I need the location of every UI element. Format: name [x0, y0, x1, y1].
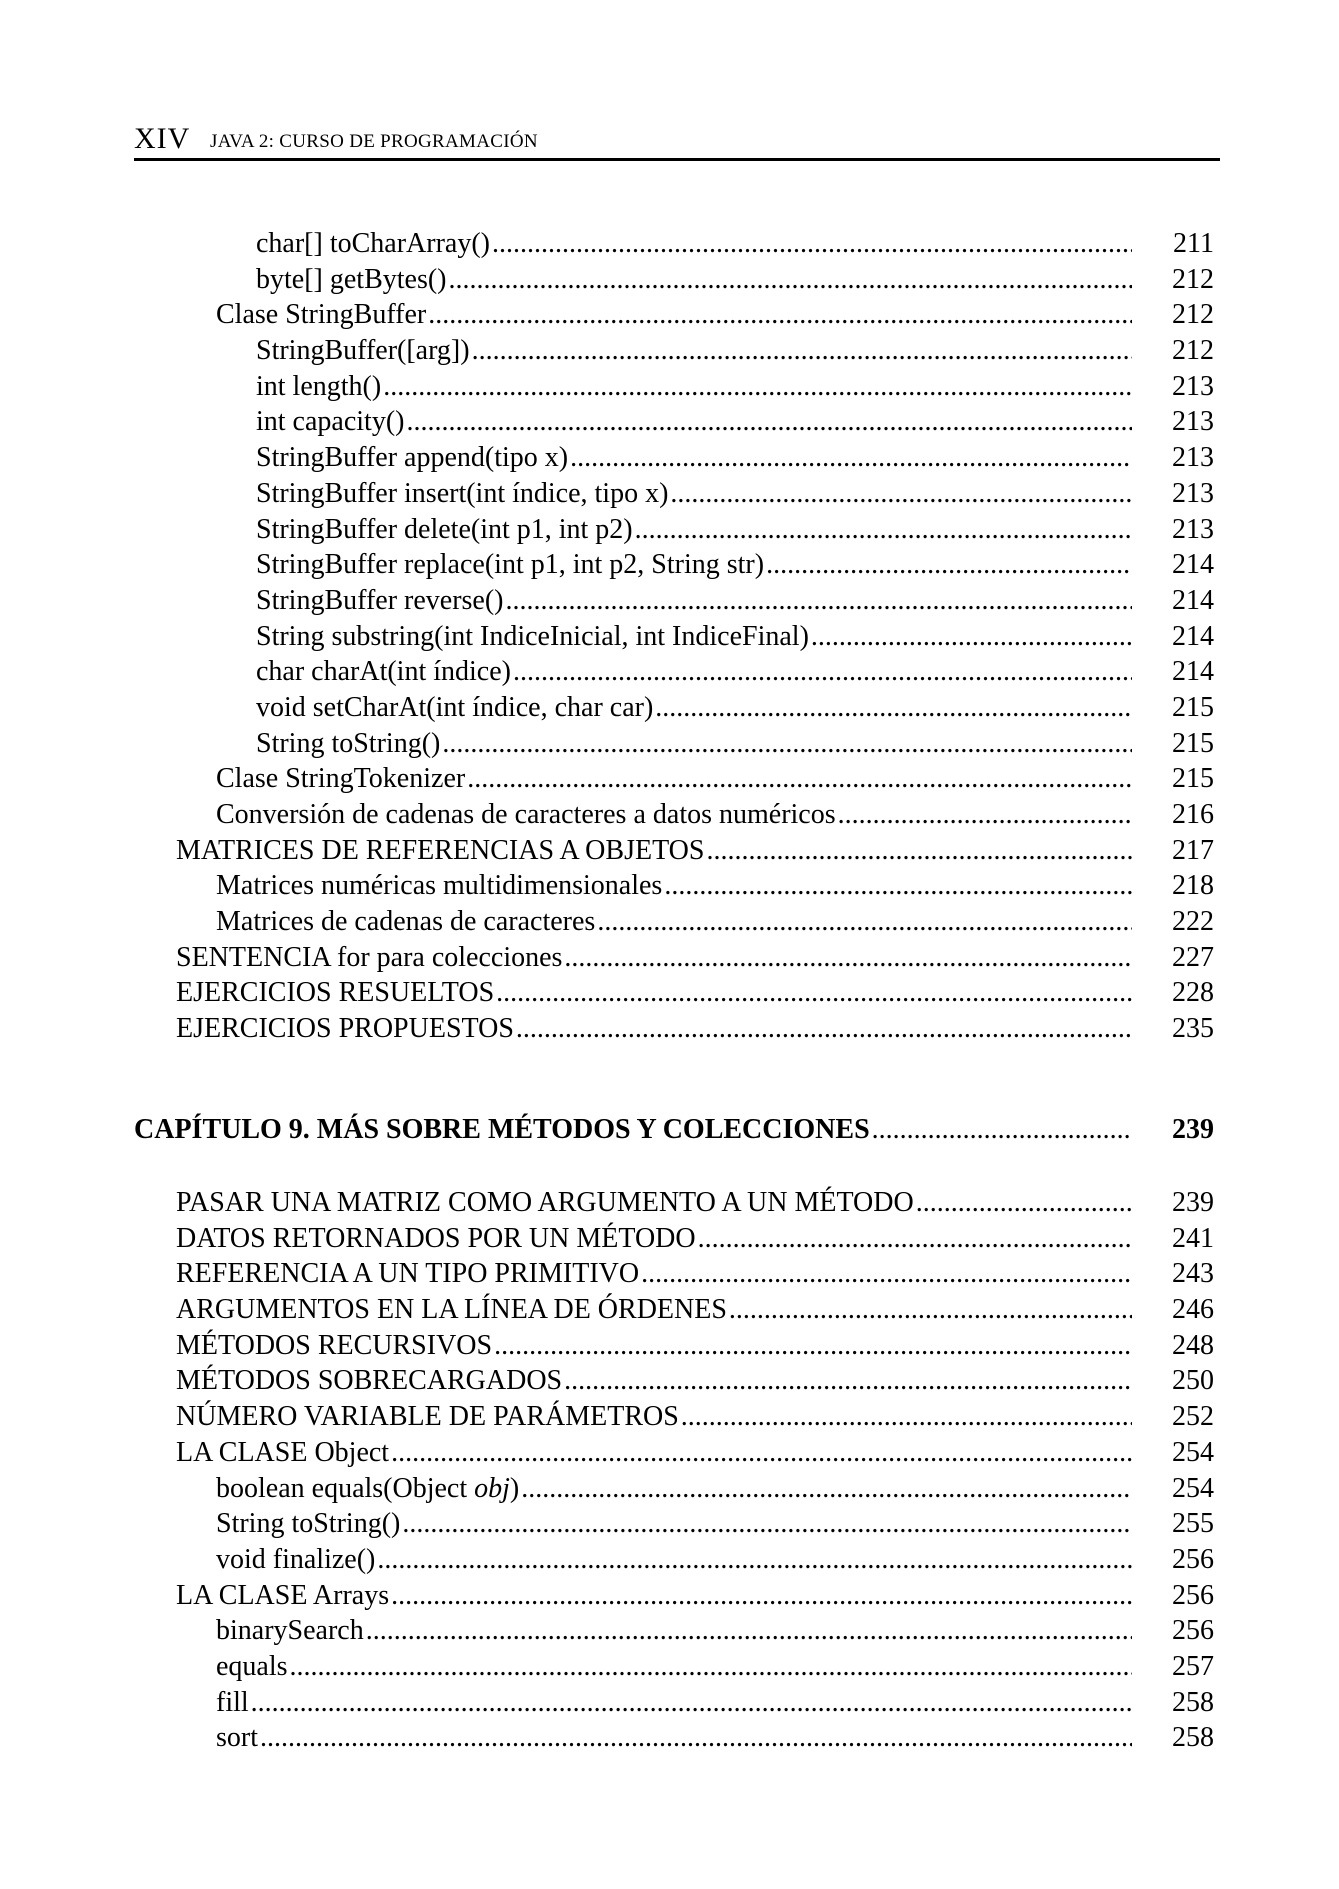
toc-entry[interactable] — [134, 583, 1214, 619]
toc-entry[interactable] — [134, 1471, 1214, 1507]
toc-entry[interactable] — [134, 404, 1214, 440]
toc-entry-label — [256, 619, 809, 655]
toc-entry[interactable] — [134, 1649, 1214, 1685]
toc-entry[interactable] — [134, 904, 1214, 940]
toc-entry-label-text: NÚMERO VARIABLE DE PARÁMETROS — [176, 1401, 679, 1433]
leader-dots — [729, 1292, 1132, 1328]
toc-entry[interactable] — [134, 333, 1214, 369]
toc-entry-label-text: sort — [216, 1722, 258, 1754]
toc-entry[interactable] — [134, 1613, 1214, 1649]
toc-entry[interactable] — [134, 1399, 1214, 1435]
toc-entry-label — [216, 1613, 364, 1649]
toc-entry-label — [216, 761, 465, 797]
toc-entry-label — [216, 797, 836, 833]
toc-entry-page: 246 — [1172, 1294, 1214, 1326]
toc-entry-label-text: StringBuffer delete(int p1, int p2) — [256, 513, 633, 545]
leader-dots — [428, 297, 1132, 333]
toc-entry-page: 222 — [1172, 906, 1214, 938]
toc-entry-label-text: MATRICES DE REFERENCIAS A OBJETOS — [176, 834, 705, 866]
toc-entry-label — [216, 868, 662, 904]
leader-dots — [251, 1685, 1132, 1721]
toc-entry-page: 212 — [1172, 299, 1214, 331]
leader-dots — [698, 1221, 1132, 1257]
toc-entry-page: 258 — [1172, 1686, 1214, 1718]
toc-entry[interactable] — [134, 1685, 1214, 1721]
leader-dots — [383, 369, 1132, 405]
toc-entry[interactable] — [134, 1328, 1214, 1364]
toc-entry-page: 218 — [1172, 870, 1214, 902]
toc-entry-label — [256, 440, 568, 476]
leader-dots — [467, 761, 1132, 797]
toc-entry-page: 227 — [1172, 941, 1214, 973]
toc-entry[interactable] — [134, 512, 1214, 548]
toc-entry[interactable] — [134, 1578, 1214, 1614]
leader-dots — [664, 868, 1132, 904]
leader-dots — [838, 797, 1132, 833]
toc-entry-label-text: int capacity() — [256, 406, 405, 438]
leader-dots — [766, 547, 1132, 583]
toc-entry-label-text: EJERCICIOS PROPUESTOS — [176, 1013, 514, 1045]
toc-entry[interactable] — [134, 369, 1214, 405]
toc-entry-label-text: byte[] getBytes() — [256, 263, 447, 295]
toc-entry-label-text: equals — [216, 1650, 288, 1682]
toc-entry-label — [256, 512, 633, 548]
toc-entry-label-text: char[] toCharArray() — [256, 228, 490, 259]
toc-entry-page: 214 — [1172, 584, 1214, 616]
toc-entry-page: 254 — [1172, 1472, 1214, 1504]
toc-entry[interactable] — [134, 440, 1214, 476]
leader-dots — [391, 1435, 1132, 1471]
toc-entry[interactable] — [134, 797, 1214, 833]
toc-entry-label — [176, 833, 704, 869]
leader-dots — [516, 1011, 1132, 1047]
toc-entry-label-text: Matrices numéricas multidimensionales — [216, 870, 663, 902]
toc-entry-page: 211 — [1173, 228, 1214, 259]
toc-entry-page: 248 — [1172, 1329, 1214, 1361]
toc-entry-page: 213 — [1172, 477, 1214, 509]
leader-dots — [597, 904, 1132, 940]
toc-entry[interactable] — [134, 975, 1214, 1011]
toc-entry-label-text: fill — [216, 1686, 249, 1718]
toc-entry[interactable] — [134, 761, 1214, 797]
toc-entry-label — [176, 1399, 679, 1435]
toc-entry-label-text: StringBuffer replace(int p1, int p2, String str) — [256, 549, 765, 581]
leader-dots — [681, 1399, 1132, 1435]
toc-entry[interactable] — [134, 1720, 1214, 1756]
toc-entry[interactable] — [134, 1506, 1214, 1542]
toc-entry-label — [176, 1435, 389, 1471]
chapter-entry[interactable] — [134, 1112, 1214, 1148]
leader-dots — [655, 690, 1132, 726]
toc-entry-label-text: LA CLASE Object — [176, 1436, 390, 1468]
toc-entry-label — [216, 1542, 375, 1578]
toc-entry-label-text: char charAt(int índice) — [256, 656, 511, 688]
toc-entry-label-text: MÉTODOS SOBRECARGADOS — [176, 1365, 563, 1397]
toc-entry-label — [256, 262, 447, 298]
toc-entry-label-text: Conversión de cadenas de caracteres a datos numéricos — [216, 799, 836, 830]
toc-entry-label-text: StringBuffer reverse() — [256, 584, 504, 616]
toc-entry-page: 255 — [1172, 1508, 1214, 1540]
toc-entry-label-text: SENTENCIA for para colecciones — [176, 941, 563, 973]
toc-entry-label — [176, 1363, 562, 1399]
leader-dots — [377, 1542, 1132, 1578]
leader-dots — [472, 333, 1132, 369]
toc-entry-label — [256, 476, 668, 512]
toc-entry-label — [256, 226, 490, 262]
toc-entry[interactable] — [134, 940, 1214, 976]
toc-entry-page: 243 — [1172, 1258, 1214, 1290]
chapter-title: CAPÍTULO 9. MÁS SOBRE MÉTODOS Y COLECCIONES — [134, 1114, 870, 1145]
leader-dots — [506, 583, 1132, 619]
toc-entry[interactable] — [134, 833, 1214, 869]
toc-entry-page: 228 — [1172, 977, 1214, 1009]
toc-entry-label — [176, 940, 562, 976]
toc-entry-label — [256, 690, 653, 726]
leader-dots — [635, 512, 1132, 548]
toc-entry-page: 214 — [1172, 549, 1214, 581]
toc-entry-label-text: void setCharAt(int índice, char car) — [256, 691, 654, 723]
toc-entry-label-text: Clase StringBuffer — [216, 299, 427, 331]
toc-entry[interactable] — [134, 619, 1214, 655]
leader-dots — [260, 1720, 1132, 1756]
toc-entry[interactable] — [134, 1292, 1214, 1328]
toc-entry[interactable] — [134, 1363, 1214, 1399]
toc-entry-label-text: boolean equals(Object — [216, 1472, 475, 1504]
leader-dots — [494, 1328, 1132, 1364]
toc-entry-label-text: ARGUMENTOS EN LA LÍNEA DE ÓRDENES — [176, 1294, 727, 1326]
toc-entry[interactable] — [134, 1256, 1214, 1292]
toc-entry-label-text: Clase StringTokenizer — [216, 763, 466, 795]
toc-entry-page: 213 — [1172, 406, 1214, 438]
leader-dots — [872, 1112, 1132, 1148]
page-header — [134, 122, 1220, 161]
toc-entry-page: 213 — [1172, 370, 1214, 402]
toc-entry-page: 215 — [1172, 691, 1214, 723]
toc-entry[interactable] — [134, 1185, 1214, 1221]
toc-entry-page: 252 — [1172, 1401, 1214, 1433]
toc-entry[interactable] — [134, 226, 1214, 262]
toc-entry-label — [216, 1506, 400, 1542]
book-title: JAVA 2: CURSO DE PROGRAMACIÓN — [210, 131, 538, 152]
leader-dots — [449, 262, 1133, 298]
leader-dots — [811, 619, 1132, 655]
toc-entry[interactable] — [134, 726, 1214, 762]
toc-entry-label-suffix: ) — [509, 1472, 520, 1504]
chapter-heading — [134, 1112, 1214, 1148]
toc-entry[interactable] — [134, 1542, 1214, 1578]
toc-entry-label — [216, 1649, 288, 1685]
toc-entry-page: 256 — [1172, 1615, 1214, 1647]
toc-entry[interactable] — [134, 868, 1214, 904]
toc-entry-page: 213 — [1172, 442, 1214, 474]
toc-entry-label — [256, 726, 440, 762]
toc-entry-page: 216 — [1172, 799, 1214, 830]
toc-entry-page: 212 — [1172, 335, 1214, 367]
toc-entry-label — [176, 1578, 389, 1614]
leader-dots — [521, 1471, 1132, 1507]
toc-entry-label-text: StringBuffer insert(int índice, tipo x) — [256, 477, 669, 509]
toc-entry-label — [256, 369, 381, 405]
leader-dots — [492, 226, 1132, 262]
toc-entry-label-text: String toString() — [216, 1508, 401, 1540]
leader-dots — [406, 404, 1132, 440]
toc-entry-label-text: int length() — [256, 370, 382, 402]
toc-entry-label — [256, 654, 511, 690]
toc-entry-label — [216, 297, 426, 333]
toc-entry-label-text: EJERCICIOS RESUELTOS — [176, 977, 495, 1009]
toc-entry[interactable] — [134, 690, 1214, 726]
leader-dots — [670, 476, 1132, 512]
toc-entry-label — [176, 1256, 639, 1292]
leader-dots — [706, 833, 1132, 869]
leader-dots — [290, 1649, 1132, 1685]
toc-entry-label-italic: obj — [474, 1472, 510, 1504]
toc-entry-page: 250 — [1172, 1365, 1214, 1397]
page-number: XIV — [134, 122, 191, 155]
toc-entry-page: 215 — [1172, 727, 1214, 759]
toc-entry-label-text: PASAR UNA MATRIZ COMO ARGUMENTO A UN MÉTODO — [176, 1187, 914, 1218]
toc-entry-label-text: binarySearch — [216, 1615, 364, 1647]
toc-entry-label-text: MÉTODOS RECURSIVOS — [176, 1329, 493, 1361]
toc-entry-page: 257 — [1172, 1650, 1214, 1682]
toc-entry-page: 241 — [1172, 1222, 1214, 1254]
toc-entry-label-text: StringBuffer append(tipo x) — [256, 442, 569, 474]
toc-entry-page: 235 — [1172, 1013, 1214, 1045]
leader-dots — [391, 1578, 1132, 1614]
toc-entry-label-text: String substring(int IndiceInicial, int IndiceFinal) — [256, 620, 809, 652]
leader-dots — [442, 726, 1132, 762]
leader-dots — [916, 1185, 1132, 1221]
toc-entry-page: 215 — [1172, 763, 1214, 795]
toc-entry-page: 256 — [1172, 1579, 1214, 1611]
toc-entry-page: 212 — [1172, 263, 1214, 295]
toc-entry-label-text: LA CLASE Arrays — [176, 1579, 390, 1611]
leader-dots — [402, 1506, 1132, 1542]
leader-dots — [366, 1613, 1132, 1649]
toc-entry[interactable] — [134, 1011, 1214, 1047]
toc-entry-label — [216, 1685, 249, 1721]
toc-entry-label — [176, 1011, 514, 1047]
toc-entry-page: 256 — [1172, 1543, 1214, 1575]
toc-entry-page: 214 — [1172, 656, 1214, 688]
toc-entry-label — [176, 1328, 492, 1364]
leader-dots — [496, 975, 1132, 1011]
leader-dots — [564, 940, 1132, 976]
toc-entry[interactable] — [134, 262, 1214, 298]
toc-entry[interactable] — [134, 654, 1214, 690]
toc-entry-label-text: REFERENCIA A UN TIPO PRIMITIVO — [176, 1258, 640, 1290]
leader-dots — [641, 1256, 1132, 1292]
toc-entry-label — [176, 1185, 914, 1221]
toc-entry-label-text: Matrices de cadenas de caracteres — [216, 906, 596, 938]
toc-section-bottom — [134, 1185, 1214, 1756]
toc-entry-page: 239 — [1172, 1187, 1214, 1218]
toc-entry-label — [216, 1471, 519, 1507]
leader-dots — [570, 440, 1132, 476]
toc-entry-page: 254 — [1172, 1436, 1214, 1468]
toc-entry[interactable] — [134, 547, 1214, 583]
toc-entry-label — [256, 583, 504, 619]
toc-entry-label — [216, 904, 595, 940]
toc-entry-label-text: String toString() — [256, 727, 441, 759]
toc-entry-page: 214 — [1172, 620, 1214, 652]
toc-entry-page: 217 — [1172, 834, 1214, 866]
toc-entry-label — [176, 1292, 727, 1328]
leader-dots — [564, 1363, 1132, 1399]
toc-entry[interactable] — [134, 1435, 1214, 1471]
toc-entry[interactable] — [134, 1221, 1214, 1257]
toc-entry-label-text: StringBuffer([arg]) — [256, 335, 470, 367]
toc-entry-label — [216, 1720, 258, 1756]
chapter-page: 239 — [1172, 1114, 1214, 1145]
toc-entry-page: 258 — [1172, 1722, 1214, 1754]
toc-entry-label-text: void finalize() — [216, 1543, 376, 1575]
toc-entry-label-text: DATOS RETORNADOS POR UN MÉTODO — [176, 1222, 696, 1254]
leader-dots — [513, 654, 1132, 690]
toc-entry-label — [256, 547, 764, 583]
toc-entry-label — [256, 404, 404, 440]
toc-entry-label — [176, 975, 494, 1011]
toc-entry-label — [256, 333, 470, 369]
toc-entry-label — [176, 1221, 696, 1257]
toc-entry-page: 213 — [1172, 513, 1214, 545]
toc-section-top — [134, 226, 1214, 1047]
toc-entry[interactable] — [134, 476, 1214, 512]
toc-entry[interactable] — [134, 297, 1214, 333]
